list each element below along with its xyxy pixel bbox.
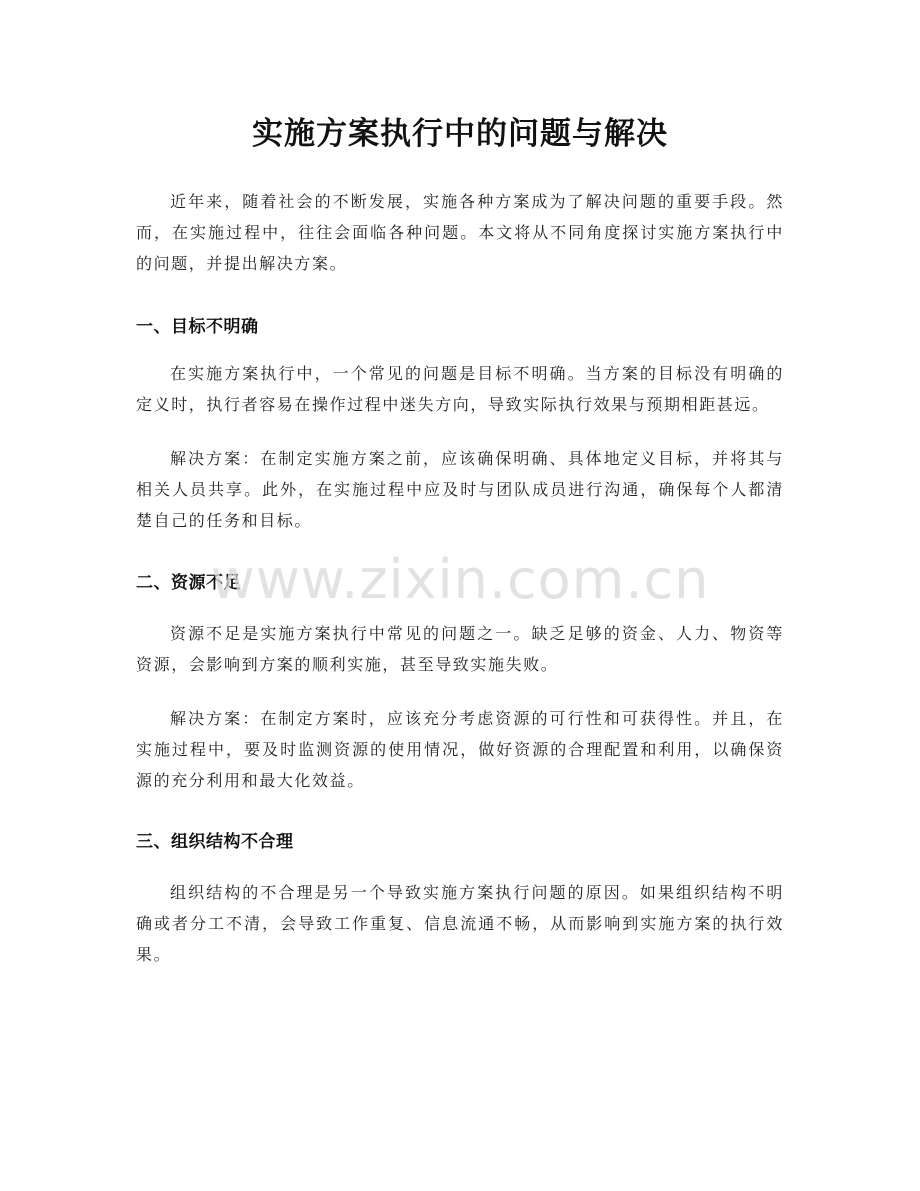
intro-paragraph: 近年来，随着社会的不断发展，实施各种方案成为了解决问题的重要手段。然而，在实施过程中，往往会面临各种问题。本文将从不同角度探讨实施方案执行中的问题，并提出解决方案。 <box>136 192 784 273</box>
section-1-solution-paragraph: 解决方案：在制定实施方案之前，应该确保明确、具体地定义目标，并将其与相关人员共享。此外，在实施过程中应及时与团队成员进行沟通，确保每个人都清楚自己的任务和目标。 <box>136 449 784 530</box>
section-2-problem-paragraph: 资源不足是实施方案执行中常见的问题之一。缺乏足够的资金、人力、物资等资源，会影响到方案的顺利实施，甚至导致实施失败。 <box>136 624 784 674</box>
section-1-heading: 一、目标不明确 <box>136 317 259 337</box>
document-title: 实施方案执行中的问题与解决 <box>252 116 668 152</box>
watermark: www.zixin.com.cn <box>210 548 710 611</box>
section-2-solution-paragraph: 解决方案：在制定方案时，应该充分考虑资源的可行性和可获得性。并且，在实施过程中，要及时监测资源的使用情况，做好资源的合理配置和利用，以确保资源的充分利用和最大化效益。 <box>136 709 784 790</box>
section-2-heading: 二、资源不足 <box>136 573 241 593</box>
section-3-problem-paragraph: 组织结构的不合理是另一个导致实施方案执行问题的原因。如果组织结构不明确或者分工不清，会导致工作重复、信息流通不畅，从而影响到实施方案的执行效果。 <box>136 883 784 964</box>
section-3-heading: 三、组织结构不合理 <box>136 832 294 852</box>
section-1-problem-paragraph: 在实施方案执行中，一个常见的问题是目标不明确。当方案的目标没有明确的定义时，执行者容易在操作过程中迷失方向，导致实际执行效果与预期相距甚远。 <box>136 364 784 414</box>
